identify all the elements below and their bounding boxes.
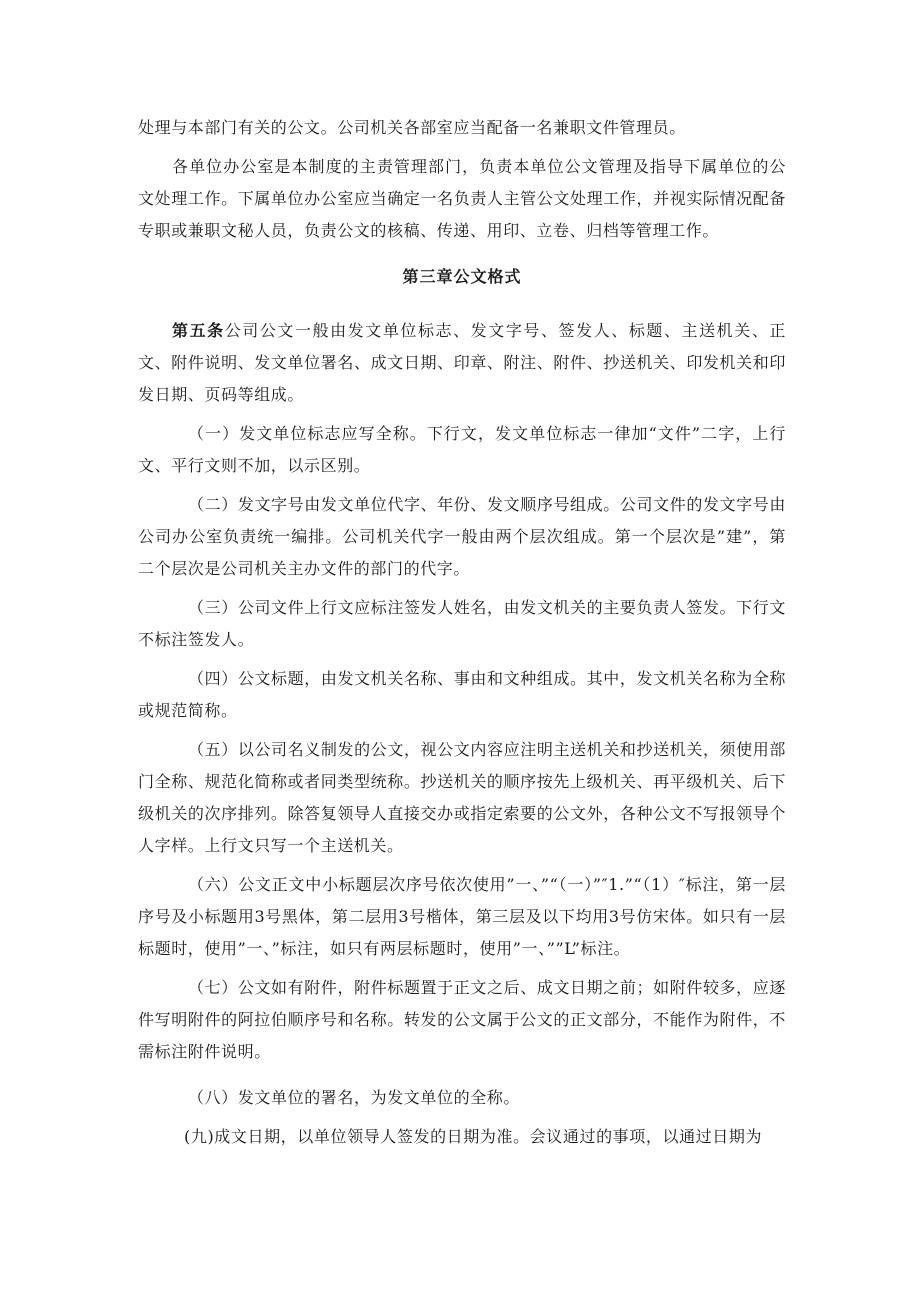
- list-item-5: （五）以公司名义制发的公文，视公文内容应注明主送机关和抄送机关，须使用部门全称、规范化简称或者同类型统称。抄送机关的顺序按先上级机关、再平级机关、后下级机关的次序排列。除答复领导人直接交办或指定索要的公文外，各种公文不写报领导个人字样。上行文只写一个主送机关。: [138, 740, 786, 855]
- list-item-8: （八）发文单位的署名，为发文单位的全称。: [188, 1088, 521, 1107]
- list-item-9: (九)成文日期，以单位领导人签发的日期为准。会议通过的事项，以通过日期为: [184, 1127, 763, 1146]
- article-5-label: 第五条: [172, 321, 225, 340]
- document-page: [138, 112, 786, 1160]
- article-5-text: 公司公文一般由发文单位标志、发文字号、签发人、标题、主送机关、正文、附件说明、发文单位署名、成文日期、印章、附注、附件、抄送机关、印发机关和印发日期、页码等组成。: [138, 321, 786, 404]
- paragraph-office-responsibility: 各单位办公室是本制度的主责管理部门，负责本单位公文管理及指导下属单位的公文处理工作。下属单位办公室应当确定一名负责人主管公文处理工作，并视实际情况配备专职或兼职文秘人员，负责公文的核稿、传递、用印、立卷、归档等管理工作。: [138, 157, 786, 240]
- article-5: [138, 315, 786, 411]
- chapter-heading: 第三章公文格式: [402, 267, 522, 286]
- list-item-2: （二）发文字号由发文单位代字、年份、发文顺序号组成。公司文件的发文字号由公司办公室负责统一编排。公司机关代字一般由两个层次组成。第一个层次是”建”，第二个层次是公司机关主办文件的部门的代字。: [138, 495, 786, 578]
- list-item-6: （六）公文正文中小标题层次序号依次使用”一、”“（一）”″1.”“（1）″标注，第一层序号及小标题用3号黑体，第二层用3号楷体，第三层及以下均用3号仿宋体。如只有一层标题时，使用”一、”标注，如只有两层标题时，使用”一、””L”标注。: [138, 875, 786, 958]
- list-item-7: （七）公文如有附件，附件标题置于正文之后、成文日期之前；如附件较多，应逐件写明附件的阿拉伯顺序号和名称。转发的公文属于公文的正文部分，不能作为附件，不需标注附件说明。: [138, 978, 786, 1061]
- list-item-4: （四）公文标题，由发文机关名称、事由和文种组成。其中，发文机关名称为全称或规范简称。: [138, 669, 786, 720]
- paragraph-continuation: 处理与本部门有关的公文。公司机关各部室应当配备一名兼职文件管理员。: [138, 118, 686, 137]
- list-item-3: （三）公司文件上行文应标注签发人姓名，由发文机关的主要负责人签发。下行文不标注签发人。: [138, 598, 786, 649]
- list-item-1: （一）发文单位标志应写全称。下行文，发文单位标志一律加“文件”二字，上行文、平行文则不加，以示区别。: [138, 424, 786, 475]
